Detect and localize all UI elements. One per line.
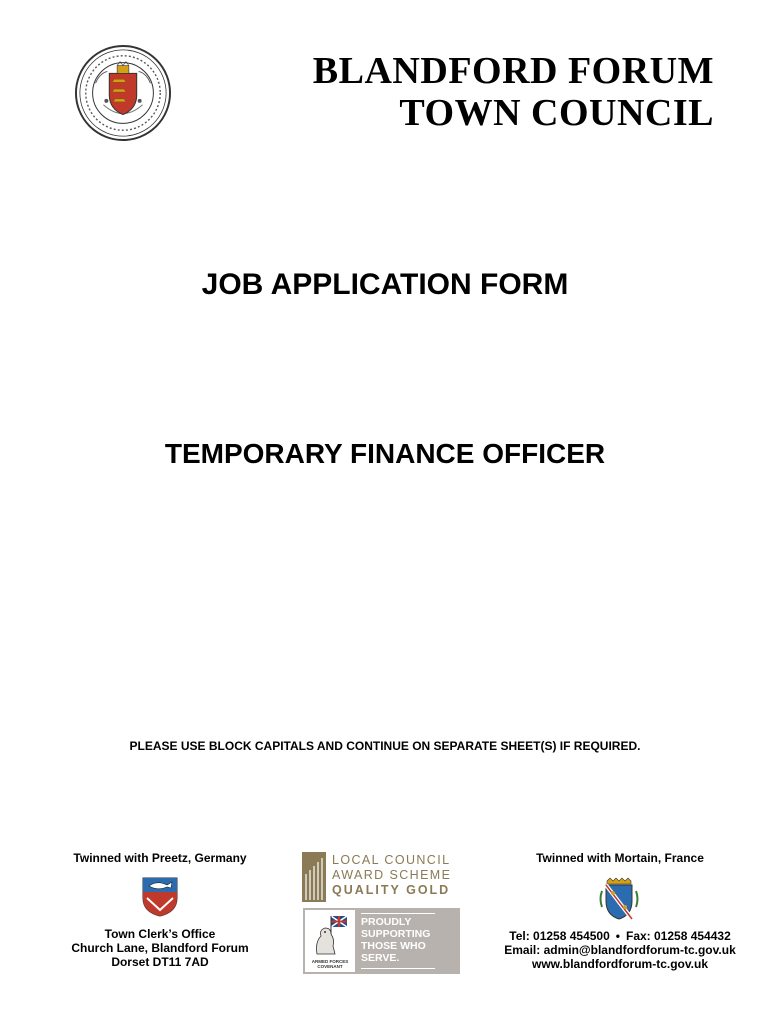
mortain-crest-icon	[598, 877, 640, 921]
quality-gold-award-logo	[302, 852, 462, 902]
block-capitals-instruction: PLEASE USE BLOCK CAPITALS AND CONTINUE ON SEPARATE SHEET(S) IF REQUIRED.	[129, 739, 641, 753]
telephone: Tel: 01258 454500	[509, 929, 610, 943]
website-link[interactable]: www.blandfordforum-tc.gov.uk	[532, 957, 708, 971]
council-name-line2: TOWN COUNCIL	[399, 92, 714, 134]
contact-details	[500, 929, 740, 971]
address-line-2: Church Lane, Blandford Forum	[71, 941, 249, 955]
fax: Fax: 01258 454432	[625, 929, 731, 943]
office-address	[55, 927, 265, 969]
covenant-emblem-text	[305, 959, 355, 969]
award-line-1: LOCAL COUNCIL	[332, 853, 451, 867]
twinning-mortain: Twinned with Mortain, France	[536, 851, 704, 865]
covenant-line-1: PROUDLY	[361, 916, 412, 928]
preetz-crest-icon	[141, 876, 179, 918]
position-title: TEMPORARY FINANCE OFFICER	[164, 438, 606, 469]
twinning-preetz: Twinned with Preetz, Germany	[73, 851, 247, 865]
address-line-3: Dorset DT11 7AD	[111, 955, 209, 969]
form-title: JOB APPLICATION FORM	[201, 268, 569, 301]
council-name	[313, 50, 714, 134]
award-line-2: AWARD SCHEME	[332, 868, 452, 882]
covenant-line-3: THOSE WHO	[361, 940, 426, 952]
covenant-badge-line-1: ARMED FORCES	[311, 959, 349, 964]
email[interactable]: Email: admin@blandfordforum-tc.gov.uk	[504, 943, 736, 957]
covenant-slogan	[361, 916, 430, 964]
phone-fax-line	[500, 929, 740, 943]
covenant-line-4: SERVE.	[361, 952, 400, 964]
covenant-emblem	[305, 910, 355, 972]
covenant-line-2: SUPPORTING	[361, 928, 431, 940]
award-stripes-icon	[302, 852, 326, 902]
covenant-divider-bottom	[361, 968, 435, 969]
council-name-line1: BLANDFORD FORUM	[312, 50, 714, 92]
address-line-1: Town Clerk’s Office	[104, 927, 216, 941]
town-seal-icon	[74, 44, 172, 142]
award-line-3: QUALITY GOLD	[332, 883, 451, 897]
award-text	[332, 853, 451, 898]
lion-flag-icon	[311, 914, 349, 956]
bullet-separator: •	[615, 929, 620, 943]
covenant-badge-line-2: COVENANT	[317, 964, 343, 969]
covenant-divider-top	[361, 913, 435, 914]
armed-forces-covenant-badge	[303, 908, 460, 974]
